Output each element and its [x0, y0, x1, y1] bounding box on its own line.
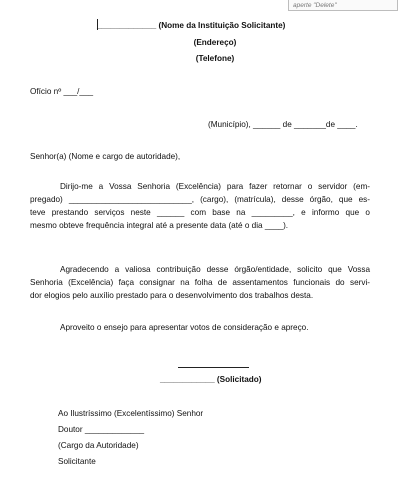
signature-line [178, 367, 249, 368]
body1-line-3: teve prestando serviços neste ______ com base na _________, e informo que o [30, 208, 370, 217]
recipient-line-3: (Cargo da Autoridade) [58, 441, 139, 450]
oficio-number: Ofício nº ___/___ [30, 87, 94, 96]
institution-phone: (Telefone) [195, 54, 235, 63]
body1-line-2: pregado) ___________________________, (cargo), (matrícula), desse órgão, que es- [30, 195, 370, 204]
delete-hint-box: aperte "Delete" [288, 0, 398, 11]
recipient-line-2: Doutor _____________ [58, 425, 145, 434]
body2-line-2: Senhoria (Excelência) faça consignar na folha de assentamentos funcionais do servi- [30, 278, 370, 287]
body-paragraph-1 [30, 180, 370, 232]
body-paragraph-2 [30, 263, 370, 302]
recipient-line-4: Solicitante [58, 457, 96, 466]
body2-line-3: dor elogios pelo auxílio prestado para o desenvolvimento dos trabalhos desta. [30, 291, 314, 300]
body2-line-1: Agradecendo a valiosa contribuição desse órgão/entidade, solicito que Vossa [60, 265, 370, 274]
recipient-block [58, 406, 203, 470]
date-line: (Município), ______ de _______de ____. [208, 120, 358, 129]
recipient-line-1: Ao Ilustríssimo (Excelentíssimo) Senhor [58, 409, 204, 418]
salutation: Senhor(a) (Nome e cargo de autoridade), [30, 152, 181, 161]
body1-line-4: mesmo obteve frequência integral até a presente data (até o dia ____). [30, 221, 289, 230]
institution-address: (Endereço) [193, 38, 237, 47]
closing-sentence: Aproveito o ensejo para apresentar votos de consideração e apreço. [60, 323, 309, 332]
signature-label: ____________ (Solicitado) [160, 375, 262, 384]
institution-name: _____________ (Nome da Instituição Solicitante) [97, 21, 286, 30]
body1-line-1: Dirijo-me a Vossa Senhoria (Excelência) para fazer retornar o servidor (em- [60, 182, 370, 191]
